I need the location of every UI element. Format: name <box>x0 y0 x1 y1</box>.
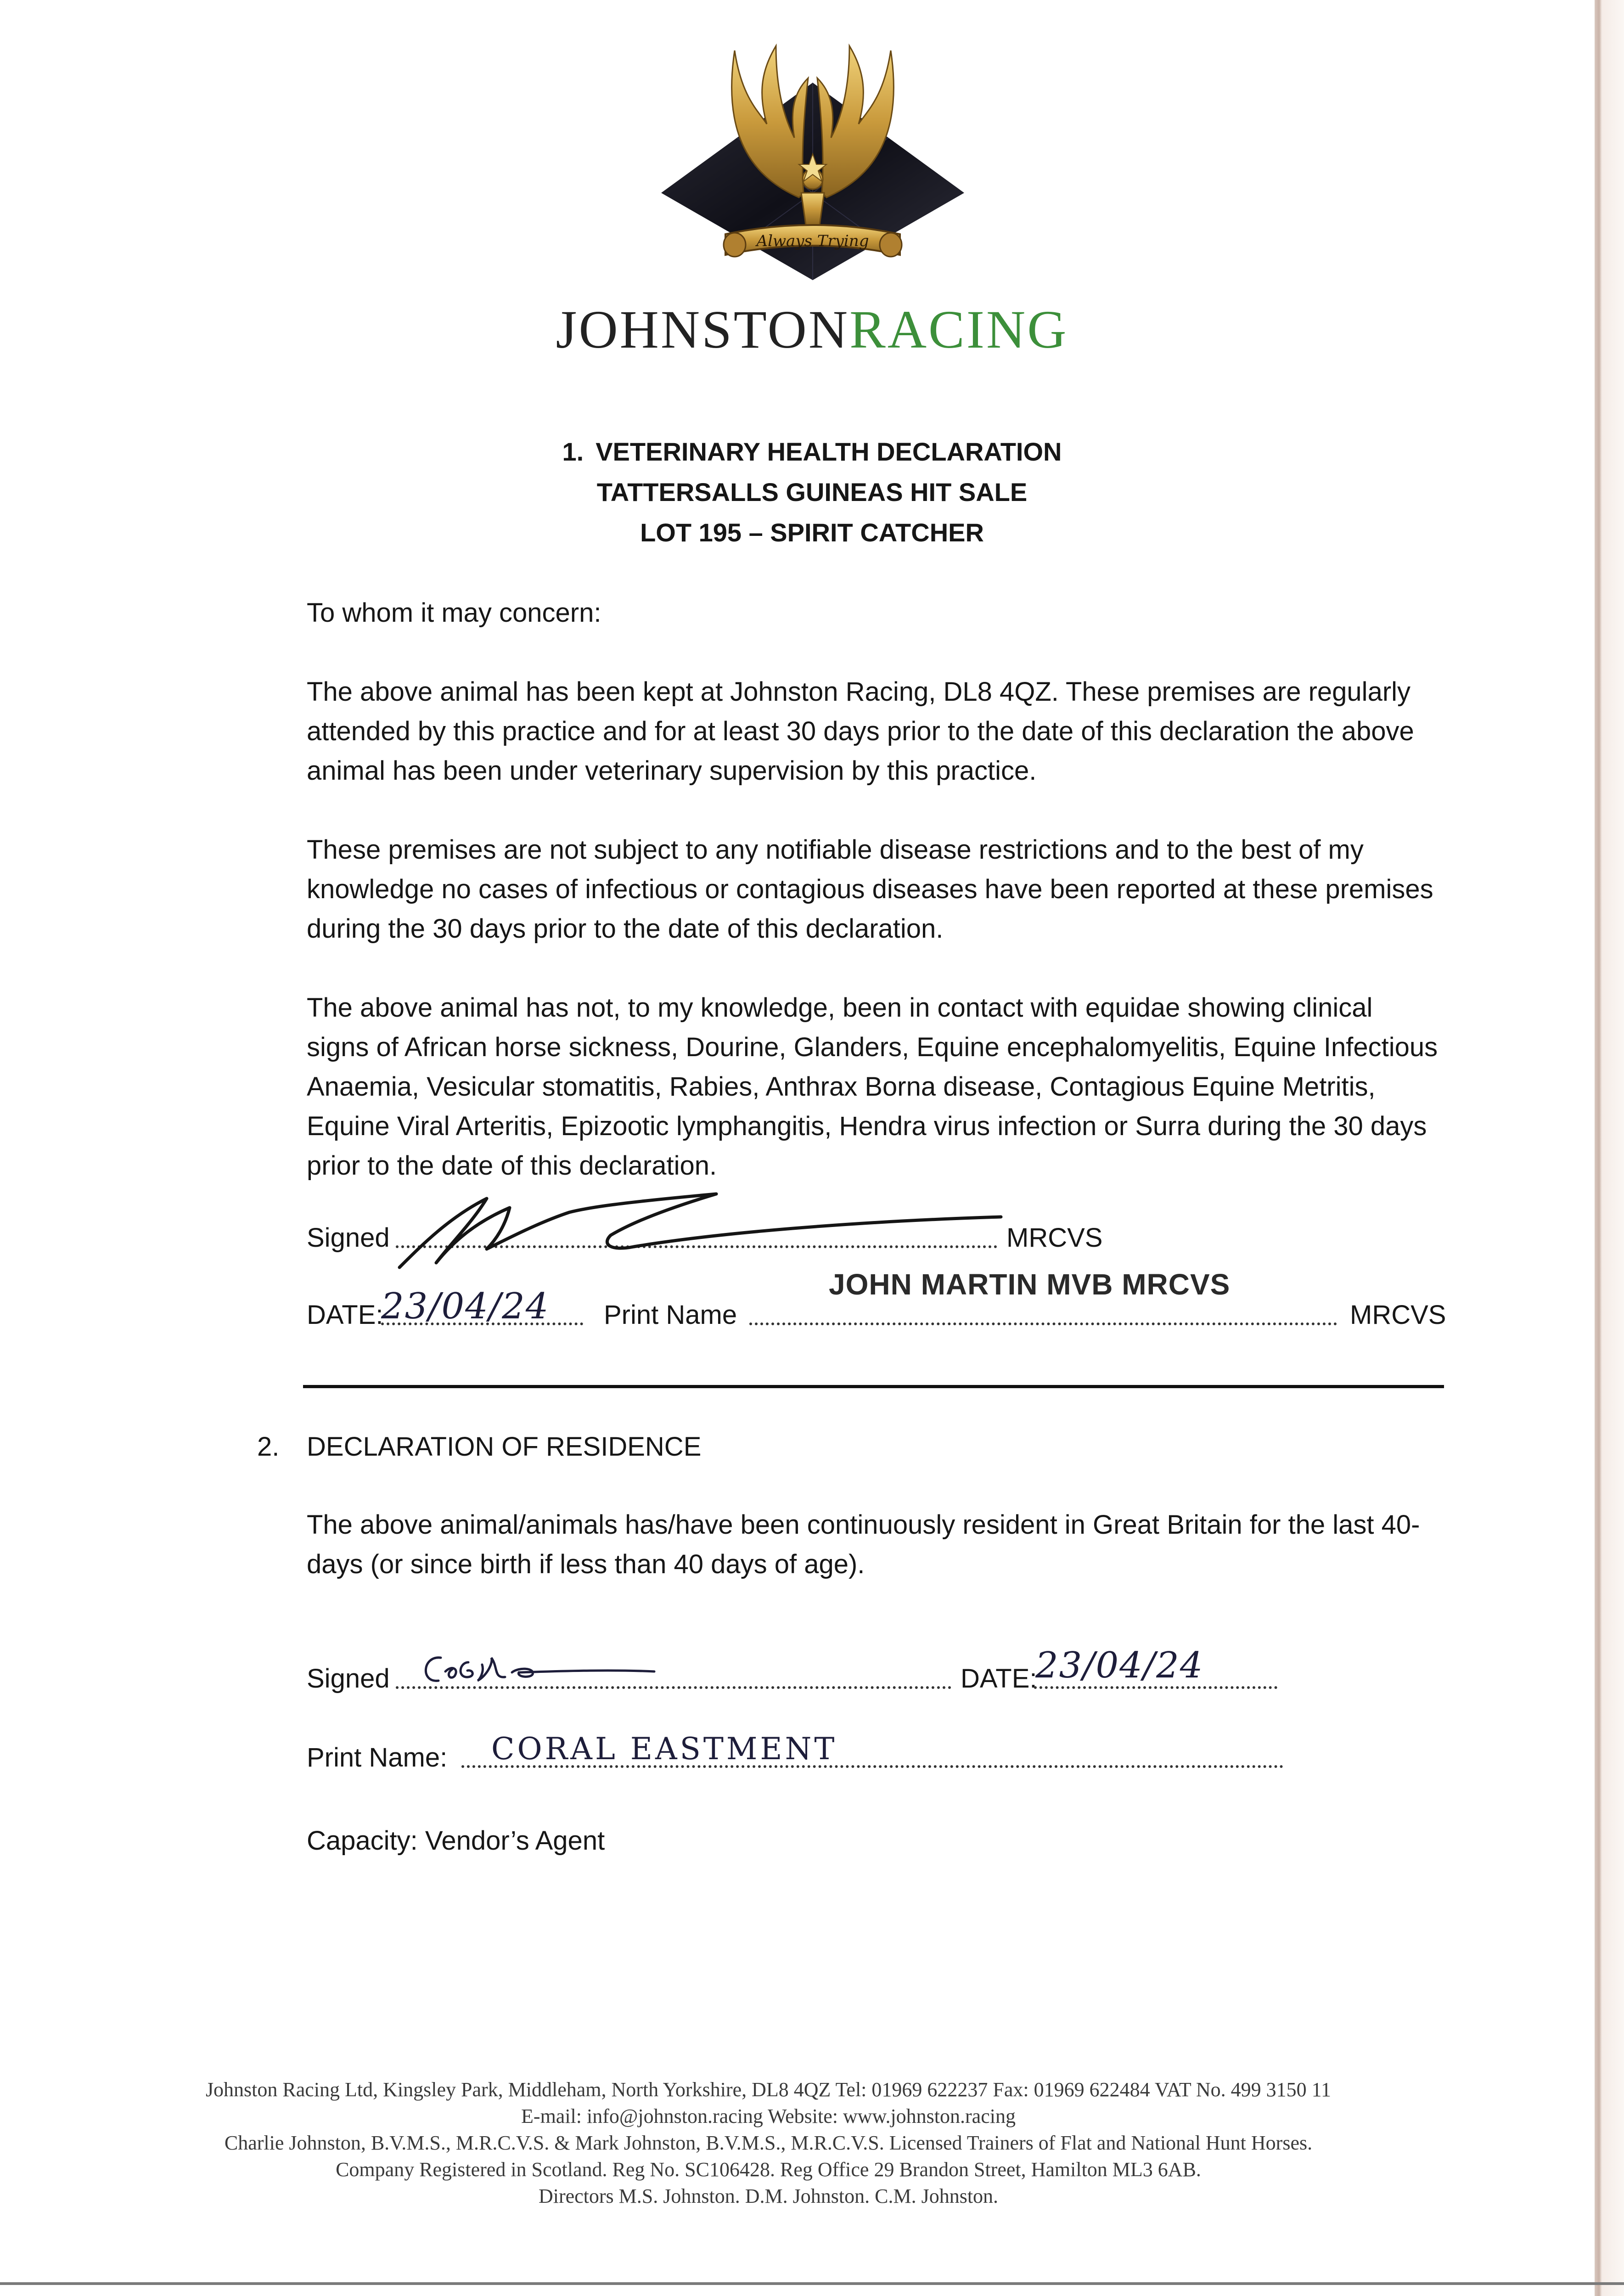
section1-title-line1 <box>0 432 1624 472</box>
section2-number: 2. <box>257 1432 280 1462</box>
agent-capacity: Capacity: Vendor’s Agent <box>307 1826 605 1856</box>
vet-print-name-label: Print Name <box>604 1300 737 1330</box>
paragraph-premises-text: The above animal has been kept at Johnston Racing, DL8 4QZ. These premises are regularly attended by this practice and for at least 30 days prior to the date of this declaration the above animal has been under veterinary supervision by this practice. <box>307 677 1414 786</box>
section-divider <box>303 1385 1444 1388</box>
paragraph-residence-text: The above animal/animals has/have been continuously resident in Great Britain for the last 40-days (or since birth if less than 40 days of age). <box>307 1510 1420 1579</box>
vet-print-name-dotted-line <box>749 1322 1337 1325</box>
brand-racing: RACING <box>849 299 1068 360</box>
agent-date-handwritten: 23/04/24 <box>1035 1645 1204 1686</box>
salutation: To whom it may concern: <box>307 598 601 628</box>
footer-registration: Company Registered in Scotland. Reg No. SC106428. Reg Office 29 Brandon Street, Hamilton ML3 6AB. <box>336 2158 1201 2181</box>
section1-title-line3: LOT 195 – SPIRIT CATCHER <box>640 518 984 547</box>
section1-number: 1. <box>562 437 584 466</box>
agent-signed-label: Signed <box>307 1664 390 1694</box>
paragraph-diseases <box>307 988 1441 1186</box>
agent-print-name-handwritten: CORAL EASTMENT <box>491 1731 837 1767</box>
vet-signed-label: Signed <box>307 1223 390 1253</box>
agent-date-dotted-line <box>1034 1686 1277 1689</box>
vet-mrcvs-label: MRCVS <box>1006 1223 1103 1253</box>
paragraph-premises <box>307 672 1441 791</box>
section1-title-text: VETERINARY HEALTH DECLARATION <box>596 437 1062 466</box>
vet-mrcvs-label-2: MRCVS <box>1350 1300 1446 1330</box>
agent-signature-icon <box>413 1644 661 1694</box>
agent-date-label: DATE: <box>961 1664 1037 1694</box>
brand-wordmark <box>0 298 1624 361</box>
scan-bottom-edge <box>0 2282 1624 2285</box>
footer-directors: Directors M.S. Johnston. D.M. Johnston. C.M. Johnston. <box>538 2185 999 2207</box>
paragraph-restrictions-text: These premises are not subject to any notifiable disease restrictions and to the best of my knowledge no cases of infectious or contagious diseases have been reported at these premises during the 30 days prior to the date of this declaration. <box>307 835 1433 944</box>
footer-contact: E-mail: info@johnston.racing Website: www.johnston.racing <box>521 2105 1016 2127</box>
section2-title: DECLARATION OF RESIDENCE <box>307 1432 702 1462</box>
paragraph-residence <box>307 1505 1441 1584</box>
paragraph-diseases-text: The above animal has not, to my knowledge, been in contact with equidae showing clinical signs of African horse sickness, Dourine, Glanders, Equine encephalomyelitis, Equine Infectious Anaemia, Vesicular stomatitis, Rabies, Anthrax Borna disease, Contagious Equine Metritis, Equine Viral Arteritis, Epizootic lymphangitis, Hendra virus infection or Surra during the 30 days prior to the date of this declaration. <box>307 993 1438 1181</box>
vet-date-label: DATE: <box>307 1300 383 1330</box>
vet-name-stamp: JOHN MARTIN MVB MRCVS <box>829 1268 1231 1301</box>
paragraph-restrictions <box>307 830 1441 949</box>
footer-address: Johnston Racing Ltd, Kingsley Park, Middleham, North Yorkshire, DL8 4QZ Tel: 01969 622237 Fax: 01969 622484 VAT No. 499 3150 11 <box>205 2078 1332 2101</box>
vet-signature-icon <box>395 1189 1019 1272</box>
logo-motto: Always Trying <box>756 232 869 250</box>
brand-johnston: JOHNSTON <box>556 299 850 360</box>
vet-date-handwritten: 23/04/24 <box>381 1286 550 1327</box>
johnston-racing-logo <box>643 41 983 298</box>
section1-title-line2: TATTERSALLS GUINEAS HIT SALE <box>596 478 1028 506</box>
winged-crest-icon <box>643 41 983 298</box>
footer-trainers: Charlie Johnston, B.V.M.S., M.R.C.V.S. & Mark Johnston, B.V.M.S., M.R.C.V.S. Licensed Trainers of Flat and National Hunt Horses. <box>224 2132 1313 2154</box>
agent-print-name-label: Print Name: <box>307 1743 448 1773</box>
